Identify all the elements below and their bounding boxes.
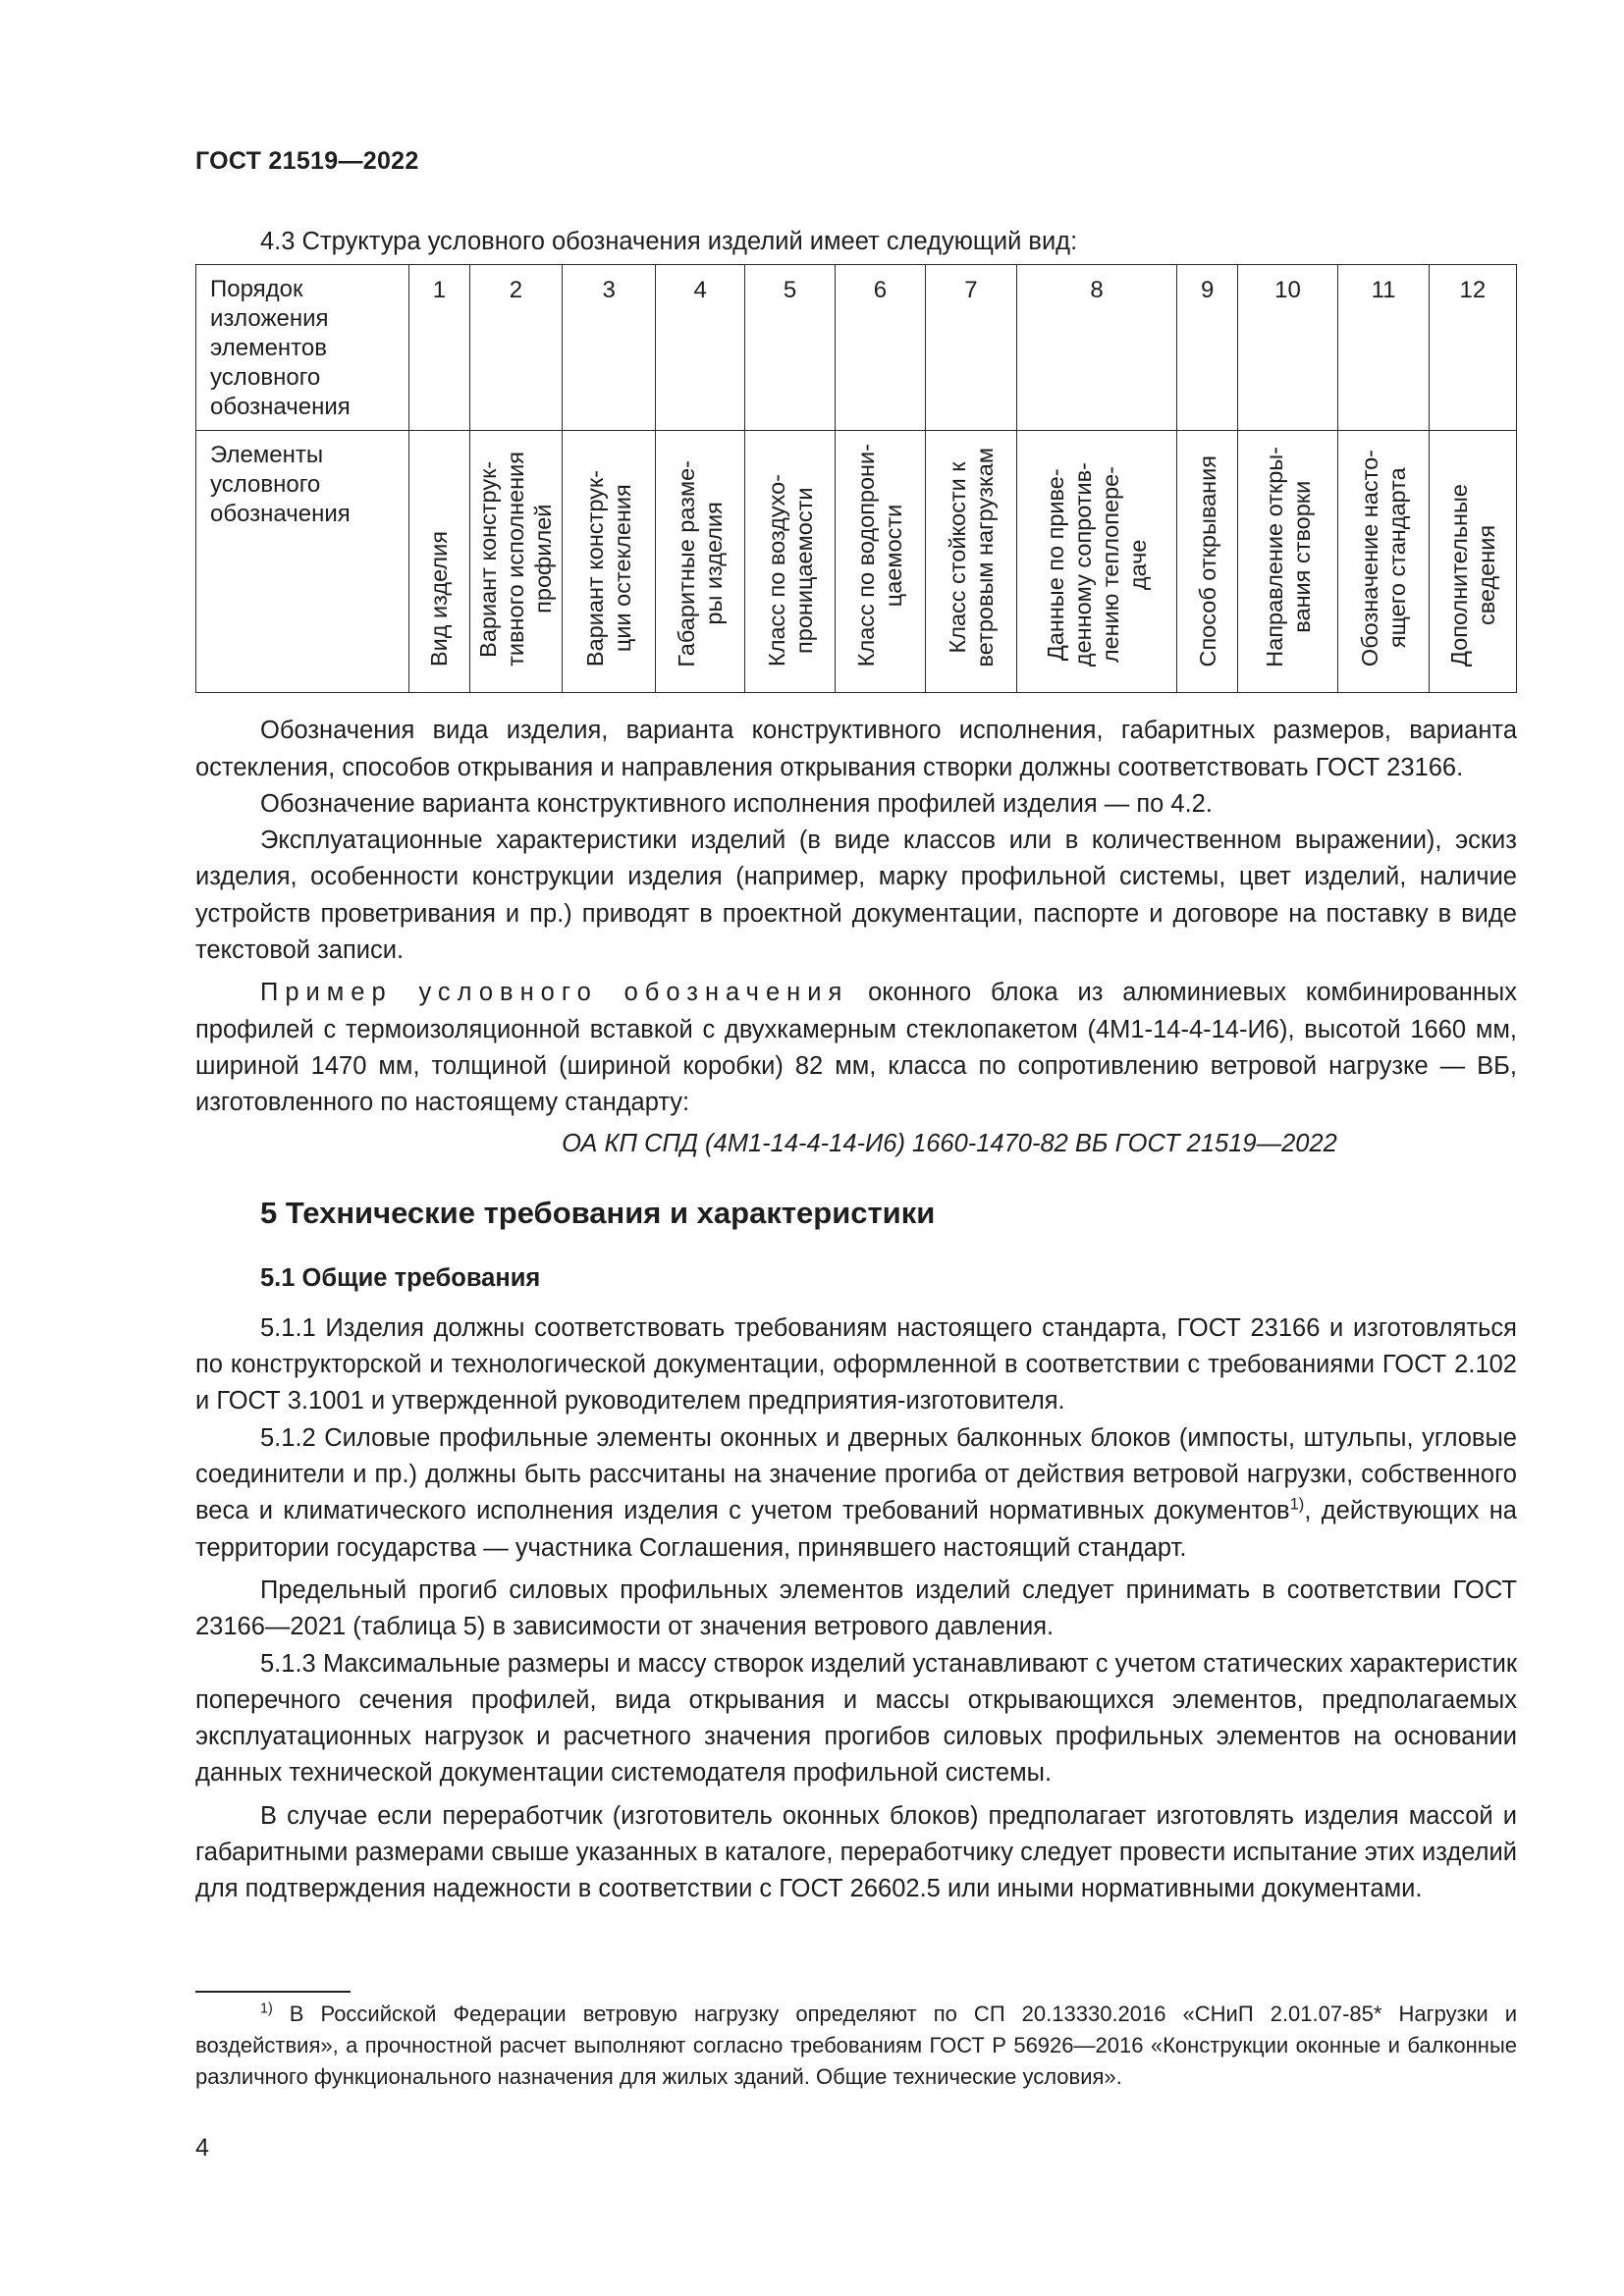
paragraph-5-1-2: 5.1.2 Силовые профильные элементы оконных и дверных балконных блоков (импосты, штульпы, угловые соединители и пр.) должны быть рассчитаны на значение прогиба от действия ветровой нагрузки, собственного веса и климатического исполнения изделия с учетом требований нормативных документов$^{1)}$, действующих на территории государства — участника Соглашения, принявшего настоящий стандарт.	[195, 1423, 1517, 1562]
col-number: 11	[1338, 265, 1429, 431]
col-number: 1	[409, 265, 469, 431]
paragraph-characteristics: Эксплуатационные характеристики изделий (в виде классов или в количественном выражении), эскиз изделия, особенности конструкции изделия (например, марку профильной системы, цвет изделий, наличие устройств проветривания и пр.) приводят в проектной документации, паспорте и договоре на поставку в виде текстовой записи.	[195, 827, 1517, 965]
element-label: Класс стойкости к ветровым нагрузкам	[944, 447, 998, 667]
example-label: Пример условного обозначения	[260, 979, 849, 1007]
element-cell	[1429, 431, 1516, 693]
example-designation: ОА КП СПД (4М1-14-4-14-И6) 1660-1470-82 ВБ ГОСТ 21519—2022	[562, 1129, 1337, 1157]
designation-structure-table	[195, 264, 1517, 693]
section-title: 5 Технические требования и характеристики	[260, 1195, 936, 1230]
col-number: 9	[1177, 265, 1237, 431]
col-number: 3	[563, 265, 656, 431]
paragraph-example	[195, 975, 1517, 1121]
element-cell	[563, 431, 656, 693]
element-label: Обозначение насто- ящего стандарта	[1357, 450, 1411, 667]
row-label-order: Порядок изложения элементов условного обозначения	[196, 265, 409, 431]
table-row-order	[196, 265, 1517, 431]
table-intro: 4.3 Структура условного обозначения изделий имеет следующий вид:	[260, 228, 1078, 255]
paragraph-designations: Обозначения вида изделия, варианта конструктивного исполнения, габаритных размеров, варианта остекления, способов открывания и направления открывания створки должны соответствовать ГОСТ 23166.	[195, 717, 1517, 781]
col-number: 4	[655, 265, 744, 431]
example-text: оконного блока из алюминиевых комбинированных профилей с термоизоляционной вставкой с двухкамерным стеклопакетом (4М1-14-4-14-И6), высотой 1660 мм, шириной 1470 мм, толщиной (шириной коробки) 82 мм, класса по сопротивлению ветровой нагрузке — ВБ, изготовленного по настоящему стандарту:	[195, 979, 1518, 1117]
table-row-elements	[196, 431, 1517, 693]
element-cell	[469, 431, 563, 693]
element-cell	[835, 431, 925, 693]
page-number: 4	[195, 2134, 209, 2162]
element-label: Данные по приве- денному сопротив- лению теплопере- даче	[1043, 462, 1152, 667]
col-number: 8	[1016, 265, 1177, 431]
row-label-elements: Элементы условного обозначения	[196, 431, 409, 693]
element-cell	[409, 431, 469, 693]
document-header: ГОСТ 21519—2022	[195, 147, 419, 175]
element-label: Класс по водопрони- цаемости	[853, 444, 907, 667]
footnote-marker: 1)	[260, 2001, 273, 2017]
col-number: 12	[1429, 265, 1516, 431]
element-cell	[1338, 431, 1429, 693]
element-label: Вариант конструк- ции остекления	[582, 470, 636, 667]
paragraph-5-1-1: 5.1.1 Изделия должны соответствовать требованиям настоящего стандарта, ГОСТ 23166 и изготовляться по конструкторской и технологической документации, оформленной в соответствии с требованиями ГОСТ 2.102 и ГОСТ 3.1001 и утвержденной руководителем предприятия-изготовителя.	[195, 1313, 1517, 1415]
element-label: Способ открывания	[1194, 454, 1220, 667]
footnote-text: В Российской Федерации ветровую нагрузку определяют по СП 20.13330.2016 «СНиП 2.01.07-85* Нагрузки и воздействия», а прочностной расчет выполняют согласно требованиям ГОСТ Р 56926—2016 «Конструкции оконные и балконные различного функционального назначения для жилых зданий. Общие технические условия».	[195, 2002, 1517, 2089]
element-label: Направление откры- вания створки	[1261, 446, 1315, 667]
element-label: Габаритные разме- ры изделия	[674, 459, 728, 667]
element-cell	[1016, 431, 1177, 693]
element-label: Дополнительные сведения	[1445, 484, 1499, 667]
col-number: 7	[926, 265, 1016, 431]
paragraph-profile-variant: Обозначение варианта конструктивного исполнения профилей изделия — по 4.2.	[260, 789, 1213, 818]
element-cell	[655, 431, 744, 693]
footnote	[195, 1999, 1517, 2093]
col-number: 6	[835, 265, 925, 431]
footnote-ref[interactable]: 1)	[1289, 1494, 1305, 1514]
subsection-title: 5.1 Общие требования	[260, 1263, 541, 1292]
page-content	[195, 224, 1517, 1908]
element-cell	[1177, 431, 1237, 693]
paragraph-5-1-3: 5.1.3 Максимальные размеры и массу створок изделий устанавливают с учетом статических характеристик поперечного сечения профилей, вида открывания и массы открывающихся элементов, предполагаемых эксплуатационных нагрузок и расчетного значения прогибов силовых профильных элементов на основании данных технической документации системодателя профильной системы.	[195, 1649, 1517, 1788]
col-number: 10	[1237, 265, 1338, 431]
element-label: Вид изделия	[426, 531, 453, 667]
element-label: Класс по воздухо- проницаемости	[763, 474, 817, 667]
paragraph-reprocessor: В случае если переработчик (изготовитель оконных блоков) предполагает изготовлять изделия массой и габаритными размерами свыше указанных в каталоге, переработчику следует провести испытание этих изделий для подтверждения надежности в соответствии с ГОСТ 26602.5 или иными нормативными документами.	[195, 1801, 1517, 1903]
col-number: 5	[745, 265, 835, 431]
paragraph-deflection: Предельный прогиб силовых профильных элементов изделий следует принимать в соответствии ГОСТ 23166—2021 (таблица 5) в зависимости от значения ветрового давления.	[195, 1575, 1517, 1641]
element-cell	[1237, 431, 1338, 693]
col-number: 2	[469, 265, 563, 431]
element-cell	[745, 431, 835, 693]
element-cell	[926, 431, 1016, 693]
footnote-divider	[195, 1991, 351, 1993]
element-label: Вариант конструк- тивного исполнения профилей	[475, 452, 557, 667]
